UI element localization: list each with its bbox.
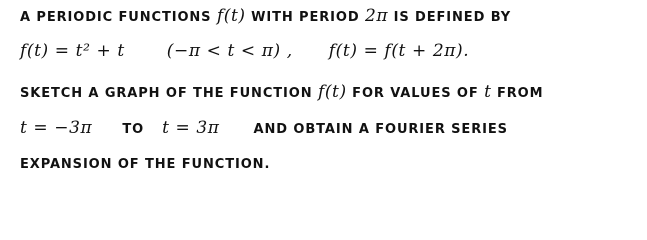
function-symbol: f(t) <box>317 82 347 102</box>
problem-line-5 <box>20 154 270 172</box>
problem-line-1 <box>20 6 511 26</box>
problem-line-4 <box>20 118 508 138</box>
function-symbol: f(t) <box>216 6 246 26</box>
problem-text: SKETCH A GRAPH OF THE FUNCTION <box>20 86 318 101</box>
problem-text: FOR VALUES OF <box>346 86 485 101</box>
period-value: 2π <box>364 6 389 26</box>
problem-text: EXPANSION OF THE FUNCTION. <box>20 157 271 172</box>
problem-text: IS DEFINED BY <box>388 10 512 25</box>
problem-text: TO <box>122 122 145 137</box>
problem-line-3 <box>20 82 543 102</box>
problem-line-2 <box>20 41 469 61</box>
problem-text: FROM <box>491 86 544 101</box>
domain-interval: (−π < t < π) , <box>166 41 293 61</box>
range-start: t = −3π <box>20 118 93 138</box>
variable-symbol: t <box>484 82 492 102</box>
problem-text: WITH PERIOD <box>245 10 365 25</box>
problem-text: AND OBTAIN A FOURIER SERIES <box>253 122 508 137</box>
periodicity-equation: f(t) = f(t + 2π). <box>328 41 470 61</box>
range-end: t = 3π <box>162 118 220 138</box>
function-definition: f(t) = t² + t <box>20 41 125 61</box>
problem-text: A PERIODIC FUNCTIONS <box>20 10 217 25</box>
